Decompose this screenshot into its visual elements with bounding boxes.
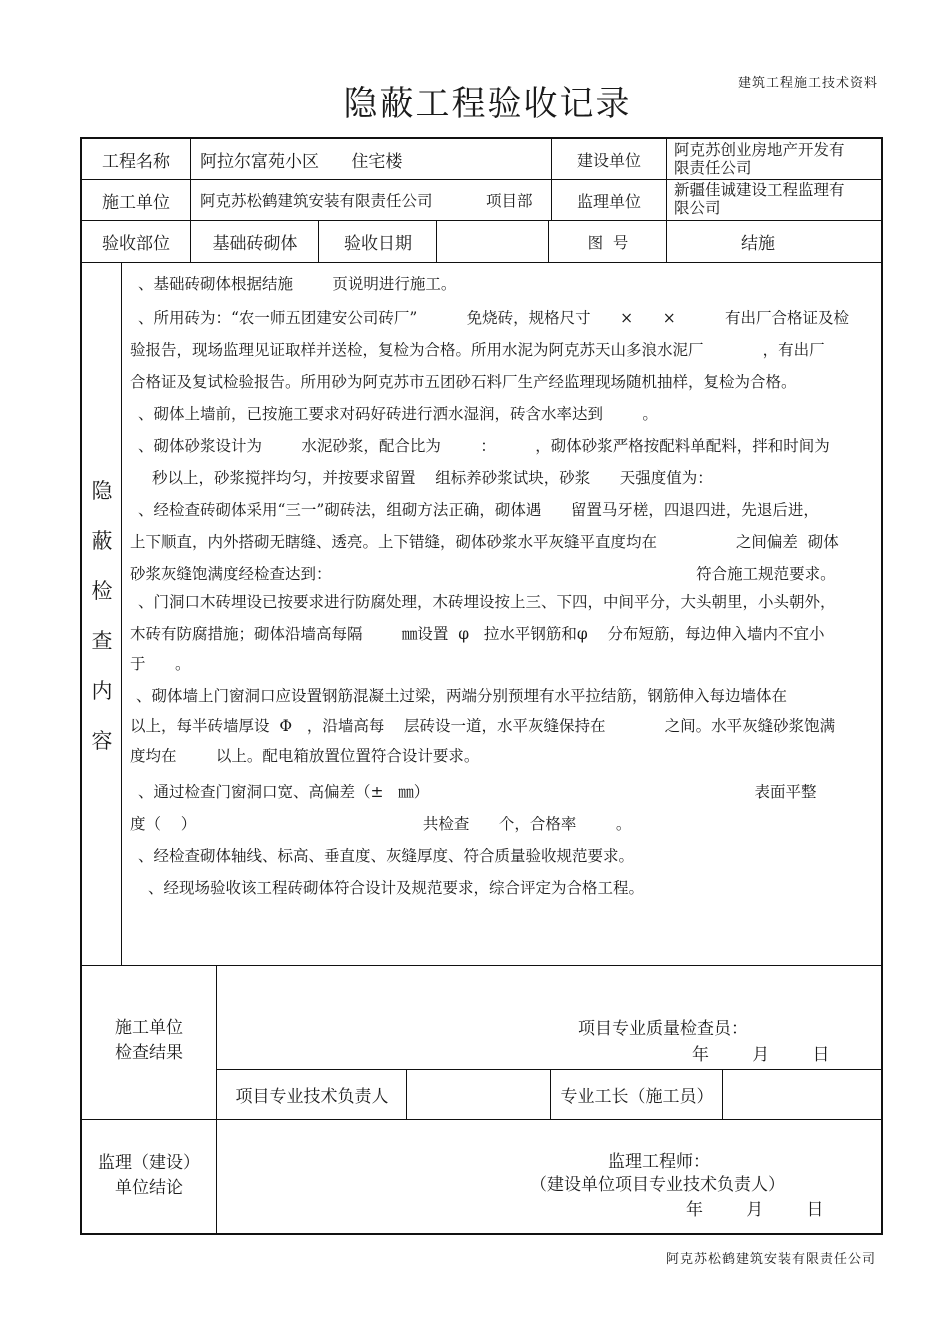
inspection-line: 合格证及复试检验报告。所用砂为阿克苏市五团砂石料厂生产经监理现场随机抽样，复检为合格。 [130,373,797,391]
inspection-part-value: 基础砖砌体 [212,234,298,254]
contractor-result-label-line2: 检查结果 [115,1043,183,1063]
foreman-label: 专业工长（施工员） [560,1087,714,1107]
contractor-result-label-line1: 施工单位 [115,1018,183,1038]
inspection-line: 木砖有防腐措施；砌体沿墙高每隔 ㎜设置 φ 拉水平钢筋和φ 分布短筋，每边伸入墙内不宜小 [130,625,825,643]
inspection-part-label: 验收部位 [102,234,170,254]
inspection-line: 、砌体墙上门窗洞口应设置钢筋混凝土过梁，两端分别预埋有水平拉结筋，钢筋伸入每边墙体在 [136,687,788,705]
supervisor-value [674,180,879,221]
row-divider [80,262,883,263]
inspection-line: 、门洞口木砖埋设已按要求进行防腐处理，木砖埋设按上三、下四，中间平分，大头朝里，小头朝外， [138,593,836,611]
inspection-line: 度均在 以上。配电箱放置位置符合设计要求。 [130,747,480,765]
contractor-value: 阿克苏松鹤建筑安装有限责任公司 [200,192,433,210]
col-divider [216,965,217,1235]
contractor-label: 施工单位 [102,192,170,213]
inspection-line: 度（ ） 共检查 个，合格率 。 [130,815,632,833]
builder-value [674,139,879,181]
inspection-line: 、通过检查门窗洞口宽、高偏差（± ㎜） 表面平整 [138,783,817,801]
builder-value-line2: 限责任公司 [674,159,752,177]
supervision-label [82,1151,216,1201]
inspection-line: 于 。 [130,655,191,673]
inspection-line: 砂浆灰缝饱满度经检查达到： 符合施工规范要求。 [130,565,836,583]
project-name-label: 工程名称 [102,151,170,172]
col-divider [436,220,437,262]
inspection-line: 上下顺直，内外搭砌无瞎缝、透亮。上下错缝，砌体砂浆水平灰缝平直度均在 之间偏差 砌体 [130,533,839,551]
col-divider [666,137,667,262]
inspection-line: 、所用砖为：“农一师五团建安公司砖厂” 免烧砖，规格尺寸 × × 有出厂合格证及检 [138,309,849,327]
inspection-line: 秒以上，砂浆搅拌均匀，并按要求留置 组标养砂浆试块，砂浆 天强度值为： [152,469,713,487]
side-char: 隐 [91,479,113,503]
side-char: 检 [91,579,113,603]
inspection-line: 、经检查砌体轴线、标高、垂直度、灰缝厚度、符合质量验收规范要求。 [138,847,635,865]
inspection-date-label: 验收日期 [344,234,412,254]
inspection-line: 、砌体砂浆设计为 水泥砂浆，配合比为 ： ，砌体砂浆严格按配料单配料，拌和时间为 [138,437,830,455]
inspection-line: 、经现场验收该工程砖砌体符合设计及规范要求，综合评定为合格工程。 [148,879,645,897]
col-divider [190,137,191,262]
footer-company: 阿克苏松鹤建筑安装有限责任公司 [666,1252,877,1267]
supervision-engineer-label: 监理工程师： [608,1152,710,1172]
side-char: 内 [91,679,113,703]
owner-rep-label: （建设单位项目专业技术负责人） [530,1175,785,1195]
inspection-content-label [83,466,121,766]
inspection-line: 、砌体上墙前，已按施工要求对码好砖进行洒水湿润，砖含水率达到 。 [138,405,658,423]
supervisor-label: 监理单位 [576,191,641,211]
col-divider [550,1069,551,1119]
page-title: 隐蔽工程验收记录 [343,84,632,124]
contractor-date: 年 月 日 [692,1045,830,1065]
row-divider [80,965,883,966]
header-note: 建筑工程施工技术资料 [738,76,879,91]
col-divider [406,1069,407,1119]
supervision-date: 年 月 日 [686,1200,824,1220]
quality-inspector-label: 项目专业质量检查员： [578,1019,748,1039]
supervision-label-line2: 单位结论 [115,1178,183,1198]
builder-label: 建设单位 [576,150,641,170]
col-divider [121,262,122,965]
project-name-value: 阿拉尔富苑小区 住宅楼 [200,151,403,172]
supervision-label-line1: 监理（建设） [98,1153,200,1173]
tech-lead-signature[interactable] [408,1070,550,1119]
col-divider [722,1069,723,1119]
foreman-signature[interactable] [724,1070,881,1119]
row-divider [80,1119,883,1120]
inspection-line: 以上，每半砖墙厚设 Φ ，沿墙高每 层砖设一道，水平灰缝保持在 之间。水平灰缝砂浆饱满 [130,717,836,735]
col-divider [318,220,319,262]
contractor-result-label [82,1016,216,1066]
builder-value-line1: 阿克苏创业房地产开发有 [674,141,845,159]
inspection-line: 、基础砖砌体根据结施 页说明进行施工。 [138,275,457,293]
side-char: 查 [91,629,113,653]
supervisor-value-line2: 限公司 [674,199,721,217]
supervisor-value-line1: 新疆佳诚建设工程监理有 [674,181,845,199]
inspection-date-value [438,221,548,262]
drawing-no-label: 图 号 [587,233,629,252]
side-char: 容 [91,729,113,753]
contractor-dept: 项目部 [486,192,533,210]
inspection-line: 、经检查砖砌体采用“三一”砌砖法，组砌方法正确，砌体遇 留置马牙槎，四退四进，先退后进， [138,501,819,519]
side-char: 蔽 [91,529,113,553]
col-divider [548,220,549,262]
inspection-line: 验报告，现场监理见证取样并送检，复检为合格。所用水泥为阿克苏天山多浪水泥厂 ，有出厂 [130,341,825,359]
drawing-no-value: 结施 [741,234,775,254]
tech-lead-label: 项目专业技术负责人 [235,1087,389,1107]
